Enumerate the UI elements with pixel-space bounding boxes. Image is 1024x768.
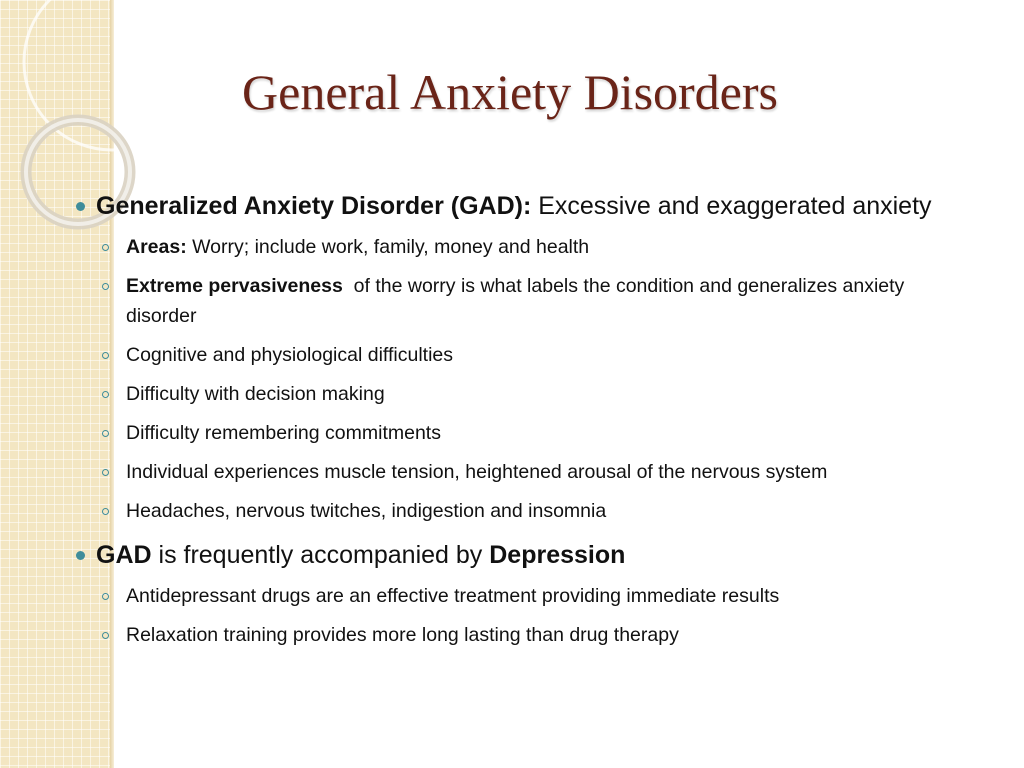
sub-bullet-text: Cognitive and physiological difficulties — [126, 344, 453, 366]
sub-bullet-text: Difficulty remembering commitments — [126, 422, 441, 444]
sub-bullet-text: of the worry is what labels the condition and generalizes anxiety disorder — [126, 275, 910, 327]
sub-bullet-text: Individual experiences muscle tension, heightened arousal of the nervous system — [126, 461, 828, 483]
sub-bullet-text: Difficulty with decision making — [126, 383, 385, 405]
bullet-bold-term-2: Depression — [489, 541, 626, 569]
sub-bullet-commitments — [60, 418, 940, 448]
bullet-ring-icon — [102, 283, 109, 290]
bullet-ring-icon — [102, 593, 109, 600]
bullet-bold-term: GAD — [96, 541, 152, 569]
slide-content — [60, 186, 940, 659]
sub-bullet-muscle-tension — [60, 457, 940, 487]
sub-bullet-areas — [60, 232, 940, 262]
bullet-ring-icon — [102, 244, 109, 251]
sub-bullet-text: Relaxation training provides more long lasting than drug therapy — [126, 624, 679, 646]
bullet-gad-definition — [60, 186, 940, 226]
sub-bullet-headaches — [60, 496, 940, 526]
sub-bullet-pervasiveness — [60, 271, 940, 331]
sub-bullet-cognitive — [60, 340, 940, 370]
bullet-ring-icon — [102, 430, 109, 437]
bullet-dot-icon — [76, 202, 85, 211]
sub-bullet-decision — [60, 379, 940, 409]
bullet-ring-icon — [102, 469, 109, 476]
sub-bullet-text: Headaches, nervous twitches, indigestion and insomnia — [126, 500, 607, 522]
bullet-ring-icon — [102, 352, 109, 359]
bullet-gad-depression — [60, 535, 940, 575]
bullet-dot-icon — [76, 551, 85, 560]
bullet-text: Excessive and exaggerated anxiety — [531, 192, 932, 220]
bullet-text: is frequently accompanied by — [151, 541, 490, 569]
bullet-ring-icon — [102, 632, 109, 639]
sub-bullet-antidepressants — [60, 581, 940, 611]
bullet-ring-icon — [102, 391, 109, 398]
bullet-bold-term: Generalized Anxiety Disorder (GAD): — [96, 192, 532, 220]
slide-title: General Anxiety Disorders — [242, 64, 778, 120]
sub-bullet-bold-term: Extreme pervasiveness — [126, 275, 343, 297]
sub-bullet-relaxation — [60, 620, 940, 650]
sub-bullet-bold-term: Areas: — [126, 236, 187, 258]
bullet-ring-icon — [102, 508, 109, 515]
sub-bullet-text: Worry; include work, family, money and health — [186, 236, 590, 258]
sub-bullet-text: Antidepressant drugs are an effective treatment providing immediate results — [126, 585, 780, 607]
